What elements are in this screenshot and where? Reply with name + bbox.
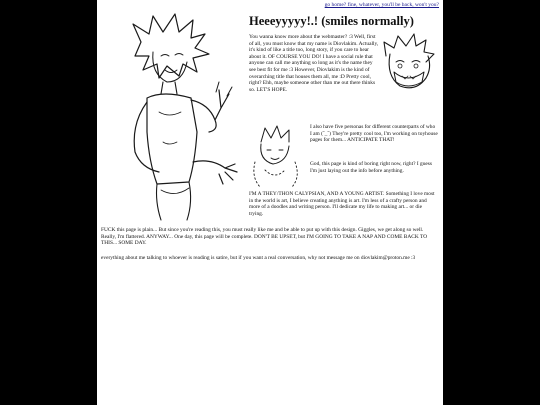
personas-paragraph: I also have five personas for different counterparts of who I am (ˆ_ˆ) They're pretty cool too, I'm working on toyhouse pages for them... ANTICIPATE THAT! <box>310 124 438 144</box>
boring-paragraph: God, this page is kind of boring right now, right? I guess I'm just laying out the info before anything. <box>310 161 432 174</box>
home-link[interactable]: go home? fine, whatever, you'll be back, won't you? <box>324 2 439 8</box>
contact-paragraph: everything about me talking to whoever is reading is satire, but if you want a real conversation, why not message me on diovlakim@proton.me :3 <box>101 255 416 261</box>
page-content <box>97 0 443 405</box>
page-title: Heeeyyyyy!.! (smiles normally) <box>249 14 414 28</box>
intro-paragraph: You wanna know more about the webmaster? :3 Well, first of all, you must know that my name is Diovlakim. Actually, it's kind of like a title too, long story, if you care to hear about it. OF COURSE YOU DO! I have a social rule that anyone can call me anything so long as it's the name they see best fit for me :3 However, Diovlakim is the kind of overarching title that houses them all, me :D Pretty cool, right? Ehh, maybe someone other than me out there thinks so. LET'S HOPE. <box>249 34 379 93</box>
masked-face-drawing <box>380 32 436 94</box>
webmaster-character-drawing <box>101 12 247 222</box>
plain-page-paragraph: FUCK this page is plain... But since you're reading this, you must really like me and be able to put up with this design. Giggles, we get along so well. Really, I'm flattered. ANYWAY... One day, this page will be complete. DON'T BE UPSET, but I'M GOING TO TAKE A NAP AND COME BACK TO THIS... SOME DAY. <box>101 227 428 247</box>
personas-sketch-drawing <box>247 122 303 192</box>
identity-paragraph: I'M A THEY/THON CALYPSIAN, AND A YOUNG ARTIST. Something I love most in the world is art, I believe creating anything is art. I'm less of a crafty person and more of a doodles and writing person. I'll dedicate my life to making art... or die trying. <box>249 191 435 217</box>
